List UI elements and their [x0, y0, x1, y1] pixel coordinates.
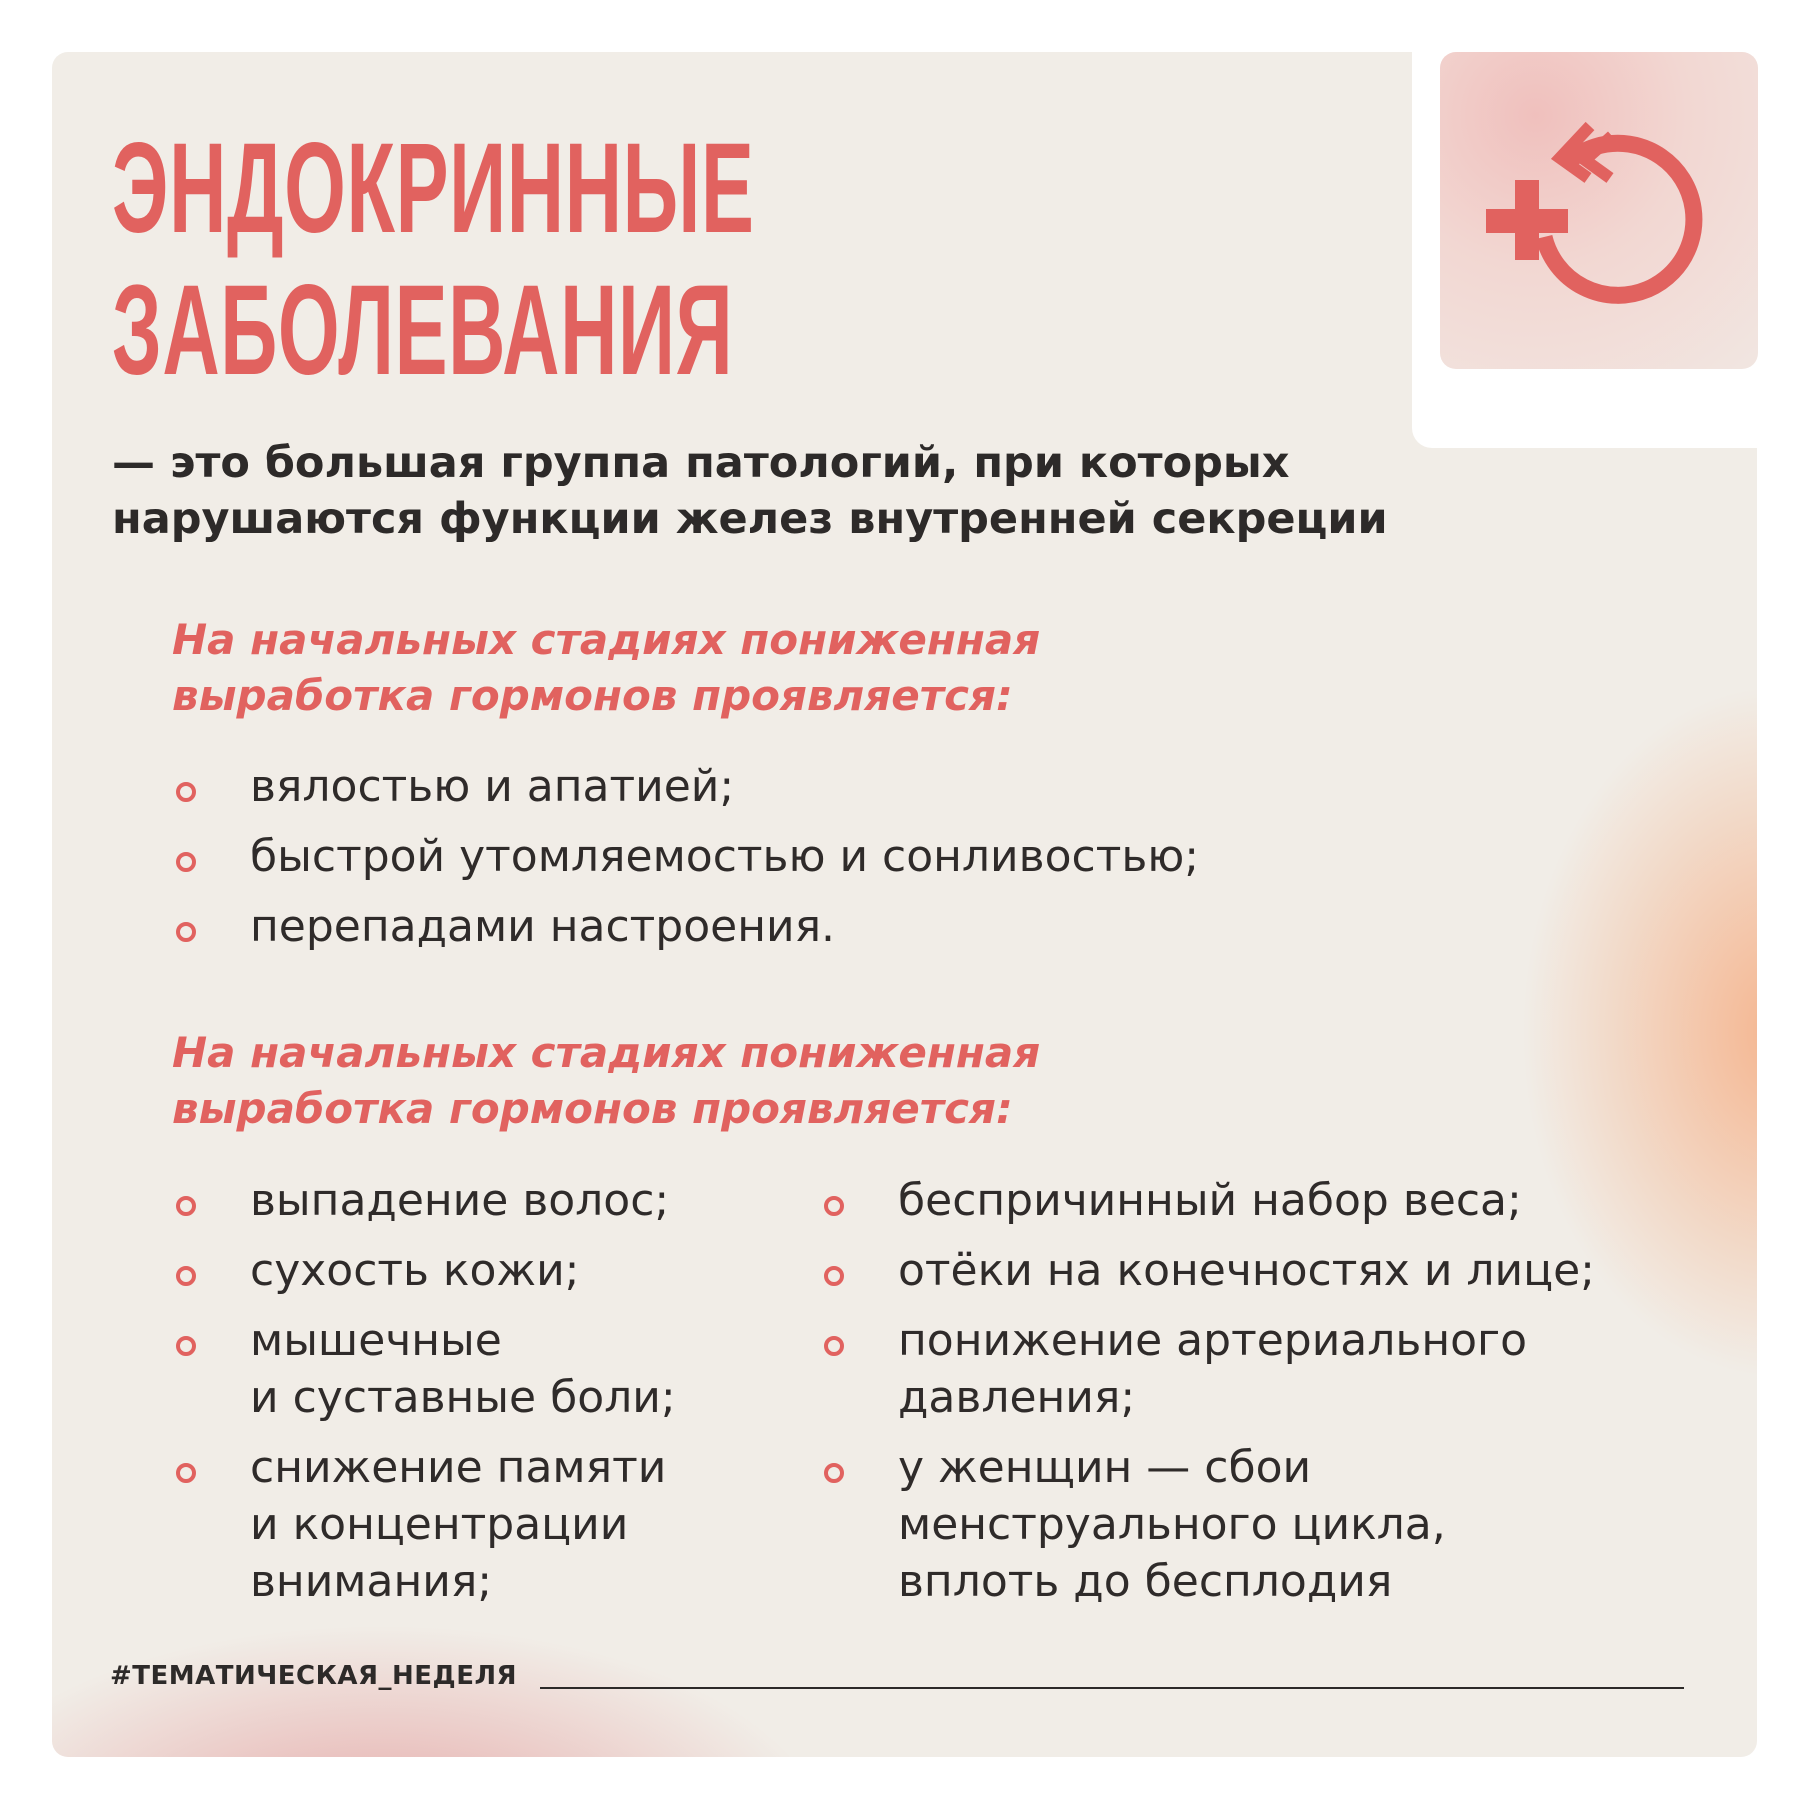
section2-right-list	[820, 1172, 1720, 1623]
list-item	[820, 1242, 1720, 1299]
list-item-text: снижение памяти	[250, 1442, 667, 1493]
title-line-1: ЭНДОКРИННЫЕ	[112, 117, 755, 260]
section1-heading-line-2: выработка гормонов проявляется:	[172, 671, 1013, 720]
list-item-text: вялостью и апатией;	[250, 761, 735, 812]
list-item-text: понижение артериального	[898, 1315, 1528, 1366]
list-item-text: беспричинный набор веса;	[898, 1175, 1522, 1226]
list-item-text: выпадение волос;	[250, 1175, 670, 1226]
page-title	[112, 118, 755, 402]
ring-bullet-icon	[176, 1196, 196, 1216]
section1-heading-line-1: На начальных стадиях пониженная	[172, 615, 1041, 664]
ring-bullet-icon	[824, 1266, 844, 1286]
ring-bullet-icon	[176, 1336, 196, 1356]
list-item	[172, 1172, 772, 1229]
ring-bullet-icon	[176, 852, 196, 872]
list-item-text: у женщин — сбои	[898, 1442, 1312, 1493]
list-item	[172, 1242, 772, 1299]
section2-heading	[172, 1025, 1372, 1137]
list-item-text: перепадами настроения.	[250, 901, 836, 952]
list-item	[172, 1439, 772, 1610]
list-item	[820, 1439, 1720, 1610]
section2-heading-line-2: выработка гормонов проявляется:	[172, 1084, 1013, 1133]
plus-arrow-logo-icon	[1440, 52, 1758, 369]
list-item-text: отёки на конечностях и лице;	[898, 1245, 1595, 1296]
list-item	[820, 1312, 1720, 1426]
list-item-text: внимания;	[250, 1556, 493, 1607]
hashtag-label: #ТЕМАТИЧЕСКАЯ_НЕДЕЛЯ	[110, 1661, 518, 1691]
list-item	[172, 828, 1472, 885]
list-item-text: менструального цикла,	[898, 1499, 1446, 1550]
intro-line-2: нарушаются функции желез внутренней секреции	[112, 494, 1388, 544]
logo-tile	[1440, 52, 1758, 369]
ring-bullet-icon	[824, 1463, 844, 1483]
ring-bullet-icon	[176, 922, 196, 942]
list-item-text: вплоть до бесплодия	[898, 1556, 1393, 1607]
section1-heading	[172, 612, 1372, 724]
ring-bullet-icon	[824, 1336, 844, 1356]
ring-bullet-icon	[824, 1196, 844, 1216]
list-item-text: и концентрации	[250, 1499, 629, 1550]
logo-plus-horizontal	[1486, 209, 1568, 233]
list-item	[172, 1312, 772, 1426]
ring-bullet-icon	[176, 1266, 196, 1286]
intro-line-1: — это большая группа патологий, при которых	[112, 438, 1290, 488]
title-line-2: ЗАБОЛЕВАНИЯ	[112, 259, 734, 402]
list-item	[172, 758, 1472, 815]
list-item-text: давления;	[898, 1372, 1136, 1423]
intro-definition	[112, 435, 1562, 547]
list-item	[172, 898, 1472, 955]
section2-left-list	[172, 1172, 772, 1623]
footer-divider	[540, 1687, 1684, 1689]
list-item-text: мышечные	[250, 1315, 502, 1366]
list-item-text: быстрой утомляемостью и сонливостью;	[250, 831, 1200, 882]
ring-bullet-icon	[176, 782, 196, 802]
list-item-text: и суставные боли;	[250, 1372, 676, 1423]
section2-heading-line-1: На начальных стадиях пониженная	[172, 1028, 1041, 1077]
section1-symptom-list	[172, 758, 1472, 968]
list-item	[820, 1172, 1720, 1229]
list-item-text: сухость кожи;	[250, 1245, 580, 1296]
ring-bullet-icon	[176, 1463, 196, 1483]
